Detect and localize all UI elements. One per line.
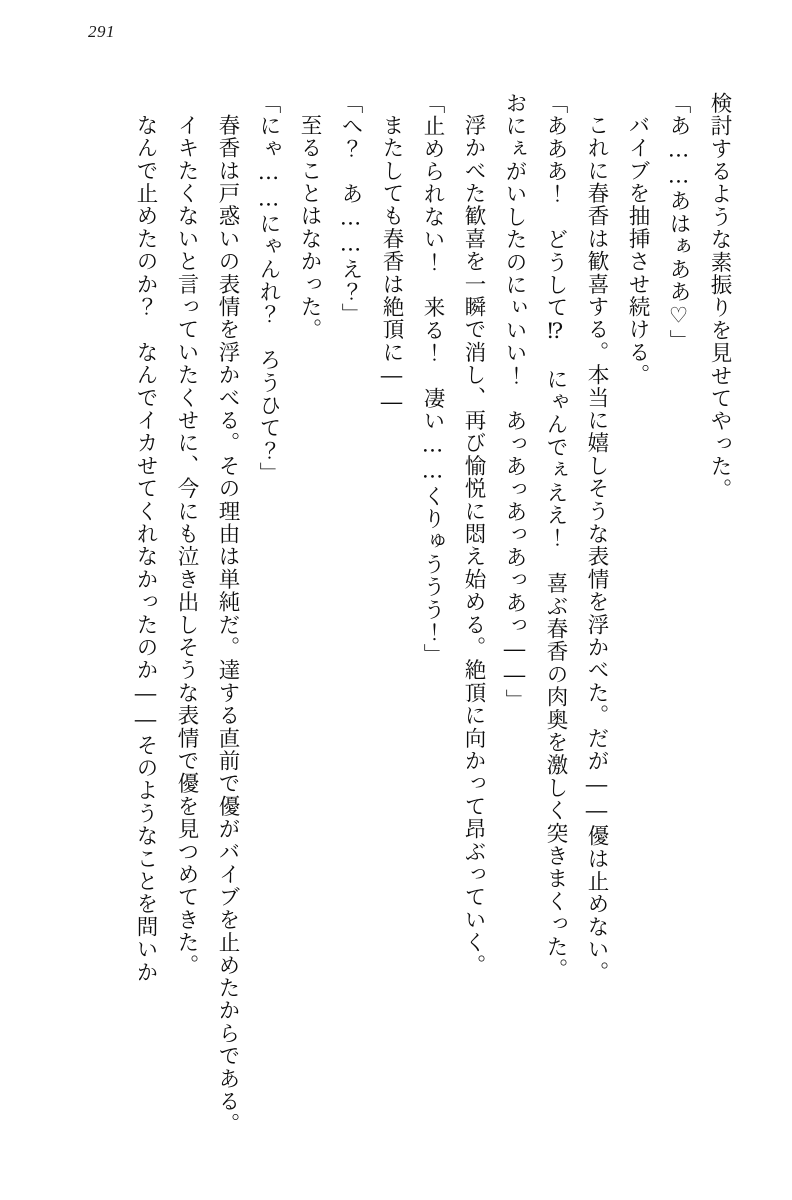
paragraph: 浮かべた歓喜を一瞬で消し、再び愉悦に悶え始める。絶頂に向かって昂ぶっていく。: [461, 113, 486, 977]
paragraph: 「あああ！ どうして⁉ にゃんでぇええ！ 喜ぶ春香の肉奥を激しく突きまくった。: [543, 92, 568, 981]
paragraph: 「あ……あはぁああ♡」: [666, 92, 691, 353]
paragraph: 「にゃ……にゃんれ？ ろうひて？」: [256, 92, 281, 485]
paragraph: バイブを抽挿させ続ける。: [625, 113, 650, 386]
paragraph: 至ることはなかった。: [297, 113, 322, 341]
paragraph: なんで止めたのか？ なんでイカせてくれなかったのか――そのようなことを問いか: [133, 113, 158, 984]
paragraph: 「止められない！ 来る！ 凄い……くりゅううう！」: [420, 92, 445, 667]
paragraph: 検討するような素振りを見せてやった。: [707, 92, 732, 501]
page-text-body: [46, 92, 740, 1152]
paragraph: またしても春香は絶頂に――: [379, 113, 404, 416]
paragraph: イキたくないと言っていたくせに、今にも泣き出しそうな表情で優を見つめてきた。: [174, 113, 199, 977]
page-number: 291: [88, 22, 115, 41]
paragraph: おにぇがいしたのにぃいい！ あっあっあっあっあっ――」: [502, 92, 527, 712]
paragraph: 春香は戸惑いの表情を浮かべる。その理由は単純だ。達する直前で優がバイブを止めたからである。: [215, 113, 240, 1135]
paragraph: 「へ？ あ……え？」: [338, 92, 363, 326]
paragraph: これに春香は歓喜する。本当に嬉しそうな表情を浮かべた。だが――優は止めない。: [584, 113, 609, 984]
